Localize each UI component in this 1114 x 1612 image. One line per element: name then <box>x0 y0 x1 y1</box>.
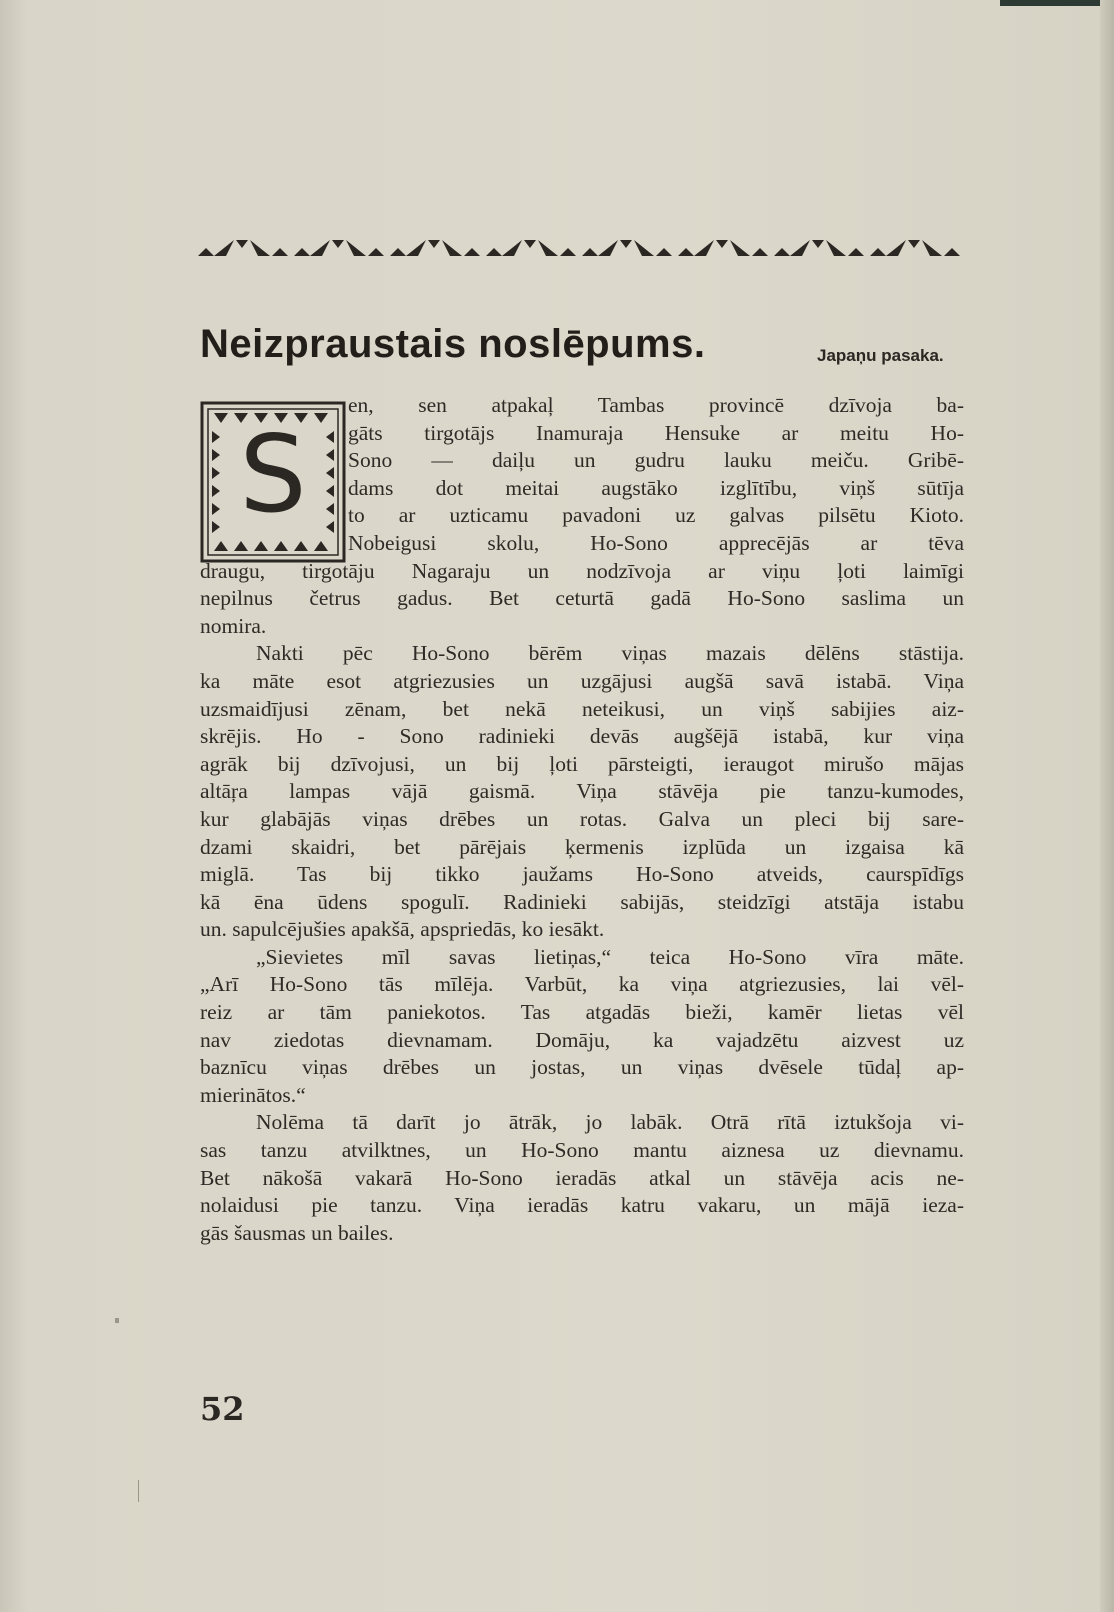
page-number: 52 <box>200 1390 245 1428</box>
text-line: to ar uzticamu pavadoni uz galvas pilsētu Kioto. <box>348 503 964 528</box>
text-line: ka māte esot atgriezusies un uzgājusi augšā savā istabā. Viņa <box>200 668 964 693</box>
text-line: mierinātos.“ <box>200 1082 306 1107</box>
text-line: un. sapulcējušies apakšā, apspriedās, ko iesākt. <box>200 917 605 942</box>
text-line: agrāk bij dzīvojusi, un bij ļoti pārsteigti, ieraugot mirušo mājas <box>200 751 964 776</box>
page-edge-shadow <box>1100 0 1114 1612</box>
text-line: uzsmaidījusi zēnam, bet nekā neteikusi, un viņš sabijies aiz- <box>200 696 964 721</box>
text-line: altāŗa lampas vājā gaismā. Viņa stāvēja pie tanzu-kumodes, <box>200 779 964 804</box>
binding-edge <box>1000 0 1114 6</box>
text-line: Nobeigusi skolu, Ho-Sono apprecējās ar tēva <box>348 530 964 555</box>
text-line: gās šausmas un bailes. <box>200 1220 394 1245</box>
text-line: Nolēma tā darīt jo ātrāk, jo labāk. Otrā rītā iztukšoja vi- <box>256 1110 964 1135</box>
text-line: dams dot meitai augstāko izglītību, viņš sūtīja <box>348 475 964 500</box>
text-line: miglā. Tas bij tikko jaužams Ho-Sono atveids, caurspīdīgs <box>200 862 964 887</box>
text-line: nomira. <box>200 613 267 638</box>
text-line: gāts tirgotājs Inamuraja Hensuke ar meitu Ho- <box>348 420 964 445</box>
text-line: sas tanzu atvilktnes, un Ho-Sono mantu aiznesa uz dievnamu. <box>200 1138 964 1163</box>
text-line: „Arī Ho-Sono tās mīlēja. Varbūt, ka viņa atgriezusies, lai vēl- <box>200 972 964 997</box>
margin-scratch <box>138 1480 139 1502</box>
text-line: nav ziedotas dievnamam. Domāju, ka vajadzētu aizvest uz <box>200 1027 964 1052</box>
margin-speck <box>115 1318 119 1323</box>
ornamental-border <box>196 236 960 258</box>
text-line: reiz ar tām paniekotos. Tas atgadās bieži, kamēr lietas vēl <box>200 1000 964 1025</box>
text-line: nolaidusi pie tanzu. Viņa ieradās katru vakaru, un mājā ieza- <box>200 1193 964 1218</box>
text-line: Sono — daiļu un gudru lauku meiču. Gribē- <box>348 448 964 473</box>
story-subtitle: Japaņu pasaka. <box>817 346 944 365</box>
story-text <box>200 392 964 1247</box>
text-line: kā ēna ūdens spogulī. Radinieki sabijās, steidzīgi atstāja istabu <box>200 889 964 914</box>
text-line: kur glabājās viņas drēbes un rotas. Galva un pleci bij sare- <box>200 806 964 831</box>
text-line: dzami skaidri, bet pārējais ķermenis izplūda un izgaisa kā <box>200 834 964 859</box>
text-line: „Sievietes mīl savas lietiņas,“ teica Ho-Sono vīra māte. <box>256 944 964 969</box>
text-line: draugu, tirgotāju Nagaraju un nodzīvoja ar viņu ļoti laimīgi <box>200 558 964 583</box>
text-line: Bet nākošā vakarā Ho-Sono ieradās atkal un stāvēja acis ne- <box>200 1165 964 1190</box>
page-title: Neizpraustais noslēpums. <box>200 322 706 366</box>
text-line: en, sen atpakaļ Tambas provincē dzīvoja ba- <box>348 393 964 417</box>
text-line: nepilnus četrus gadus. Bet ceturtā gadā Ho-Sono saslima un <box>200 586 964 611</box>
text-line: Nakti pēc Ho-Sono bērēm viņas mazais dēlēns stāstija. <box>256 641 964 666</box>
text-line: skrējis. Ho - Sono radinieki devās augšējā istabā, kur viņa <box>200 724 964 749</box>
drop-cap-letter: S <box>239 413 307 536</box>
text-line: baznīcu viņas drēbes un jostas, un viņas dvēsele tūdaļ ap- <box>200 1055 964 1080</box>
